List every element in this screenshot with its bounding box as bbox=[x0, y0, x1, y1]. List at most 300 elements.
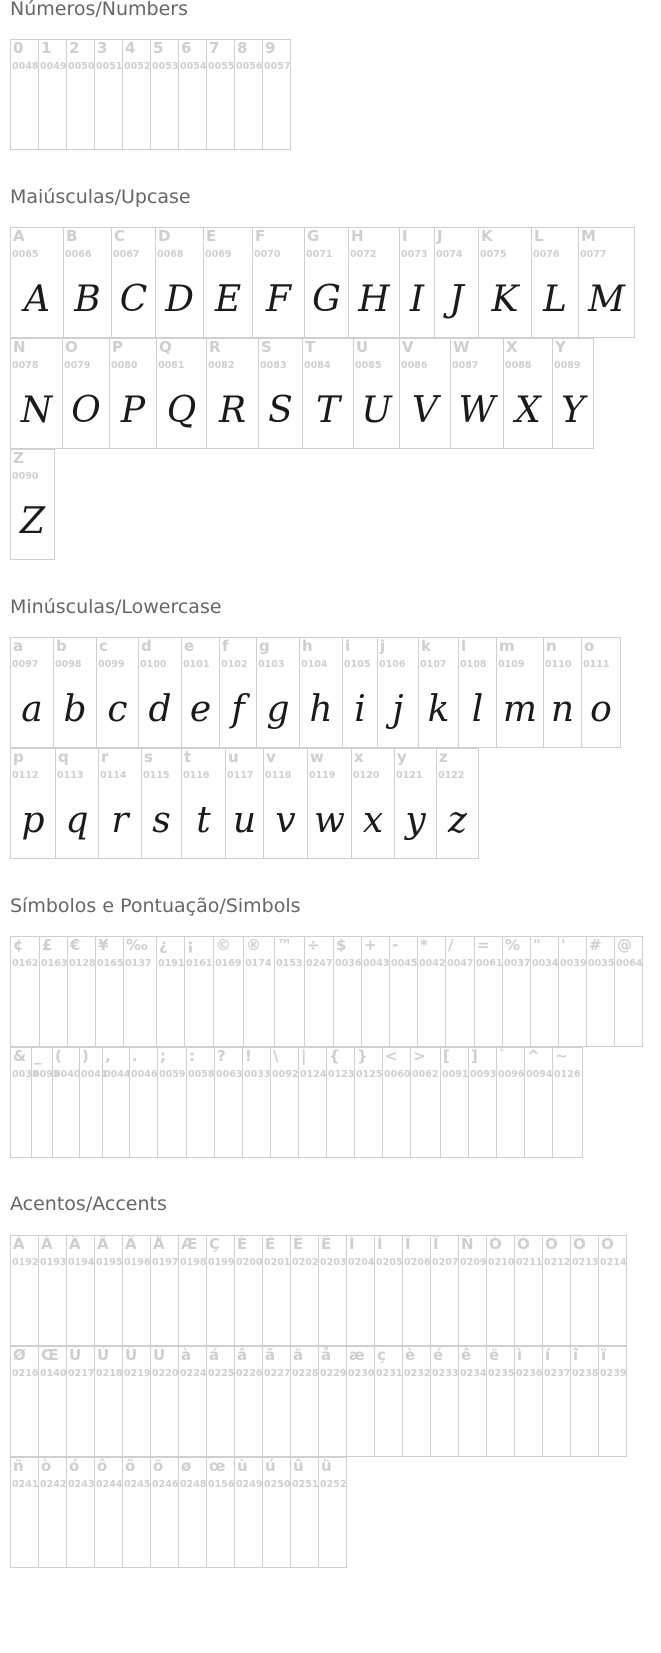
glyph-code: 0195 bbox=[96, 1257, 123, 1268]
glyph-code: 0174 bbox=[245, 958, 272, 969]
glyph-label: Z bbox=[13, 449, 24, 467]
glyph-label: ó bbox=[69, 1457, 80, 1475]
glyph-code: 0050 bbox=[68, 61, 95, 72]
glyph-label: ñ bbox=[13, 1457, 24, 1475]
glyph-label: 4 bbox=[125, 39, 136, 57]
glyph-label: Å bbox=[153, 1235, 165, 1253]
glyph-label: # bbox=[589, 936, 602, 954]
glyph-code: 0048 bbox=[12, 61, 39, 72]
glyph-cell bbox=[150, 39, 179, 150]
glyph-label: = bbox=[477, 936, 490, 954]
glyph-label: Œ bbox=[41, 1346, 59, 1364]
glyph-code: 0236 bbox=[516, 1368, 543, 1379]
glyph-code: 0243 bbox=[68, 1479, 95, 1490]
glyph-label: | bbox=[301, 1047, 307, 1065]
glyph-cell bbox=[333, 936, 362, 1047]
glyph-code: 0213 bbox=[572, 1257, 599, 1268]
glyph-label: ` bbox=[499, 1047, 507, 1065]
glyph-cell bbox=[298, 1047, 327, 1158]
glyph-sample bbox=[431, 1381, 458, 1456]
glyph-code: 0093 bbox=[470, 1069, 497, 1080]
glyph-cell bbox=[10, 1235, 39, 1346]
glyph-code: 0226 bbox=[236, 1368, 263, 1379]
glyph-cell bbox=[542, 1346, 571, 1457]
glyph-cell bbox=[31, 1047, 60, 1158]
glyph-sample: S bbox=[268, 389, 293, 431]
glyph-code: 0055 bbox=[208, 61, 235, 72]
glyph-label: ä bbox=[293, 1346, 304, 1364]
glyph-code: 0038 bbox=[12, 1069, 39, 1080]
glyph-code: 0244 bbox=[96, 1479, 123, 1490]
glyph-sample bbox=[243, 1082, 270, 1157]
glyph-label: Ê bbox=[293, 1235, 304, 1253]
glyph-cell bbox=[156, 338, 207, 449]
glyph-label: \ bbox=[273, 1047, 279, 1065]
glyph-cell bbox=[129, 1047, 158, 1158]
glyph-code: 0252 bbox=[320, 1479, 347, 1490]
glyph-cell bbox=[348, 227, 400, 338]
glyph-cell bbox=[502, 936, 531, 1047]
glyph-label: © bbox=[216, 936, 231, 954]
glyph-label: Ë bbox=[321, 1235, 332, 1253]
glyph-cell bbox=[102, 1047, 130, 1158]
glyph-cell bbox=[150, 1235, 179, 1346]
glyph-code: 0071 bbox=[306, 249, 333, 260]
glyph-sample: B bbox=[74, 278, 101, 320]
glyph-code: 0088 bbox=[505, 360, 532, 371]
glyph-cell bbox=[55, 748, 99, 859]
glyph-sample bbox=[95, 1492, 122, 1567]
glyph-code: 0085 bbox=[355, 360, 382, 371]
glyph-label: 5 bbox=[153, 39, 164, 57]
glyph-sample: P bbox=[120, 389, 146, 431]
glyph-sample: D bbox=[165, 278, 194, 320]
glyph-label: Û bbox=[125, 1346, 138, 1364]
glyph-sample bbox=[40, 971, 67, 1046]
glyph-code: 0041 bbox=[81, 1069, 108, 1080]
glyph-sample bbox=[179, 1270, 206, 1345]
glyph-label: ò bbox=[41, 1457, 52, 1475]
glyph-code: 0069 bbox=[205, 249, 232, 260]
glyph-cell bbox=[262, 1235, 291, 1346]
glyph-cell bbox=[242, 1047, 271, 1158]
glyph-label: @ bbox=[617, 936, 632, 954]
glyph-code: 0111 bbox=[583, 659, 610, 670]
glyph-sample: X bbox=[515, 389, 541, 431]
glyph-sample bbox=[515, 1270, 542, 1345]
glyph-sample bbox=[39, 74, 66, 149]
glyph-row bbox=[10, 1457, 347, 1568]
glyph-code: 0230 bbox=[348, 1368, 375, 1379]
glyph-label: ] bbox=[471, 1047, 478, 1065]
glyph-sample: M bbox=[588, 278, 625, 320]
glyph-code: 0124 bbox=[300, 1069, 327, 1080]
glyph-label: 1 bbox=[41, 39, 52, 57]
glyph-cell bbox=[458, 637, 497, 748]
glyph-code: 0065 bbox=[12, 249, 39, 260]
glyph-cell bbox=[234, 1235, 263, 1346]
glyph-label: ú bbox=[265, 1457, 276, 1475]
glyph-cell bbox=[256, 637, 300, 748]
glyph-label: Æ bbox=[181, 1235, 198, 1253]
glyph-label: X bbox=[506, 338, 518, 356]
glyph-cell bbox=[178, 1346, 207, 1457]
glyph-cell bbox=[38, 1457, 67, 1568]
glyph-sample bbox=[469, 1082, 496, 1157]
glyph-sample bbox=[244, 971, 274, 1046]
glyph-label: T bbox=[305, 338, 316, 356]
glyph-cell bbox=[304, 936, 334, 1047]
glyph-code: 0119 bbox=[309, 770, 336, 781]
glyph-sample bbox=[179, 1492, 206, 1567]
glyph-code: 0212 bbox=[544, 1257, 571, 1268]
glyph-cell bbox=[10, 1346, 39, 1457]
glyph-code: 0239 bbox=[600, 1368, 627, 1379]
glyph-label: - bbox=[392, 936, 399, 954]
glyph-sample bbox=[446, 971, 474, 1046]
glyph-code: 0058 bbox=[188, 1069, 215, 1080]
glyph-cell bbox=[351, 748, 395, 859]
glyph-label: b bbox=[56, 637, 67, 655]
glyph-code: 0100 bbox=[140, 659, 167, 670]
glyph-cell bbox=[10, 338, 63, 449]
glyph-sample: J bbox=[449, 278, 464, 320]
glyph-sample: y bbox=[405, 799, 426, 841]
glyph-sample bbox=[179, 1381, 206, 1456]
glyph-cell bbox=[186, 1047, 215, 1158]
glyph-label: À bbox=[13, 1235, 25, 1253]
glyph-label: * bbox=[420, 936, 428, 954]
glyph-code: 0099 bbox=[98, 659, 125, 670]
glyph-code: 0095 bbox=[33, 1069, 60, 1080]
glyph-code: 0204 bbox=[348, 1257, 375, 1268]
glyph-label: 3 bbox=[97, 39, 108, 57]
glyph-code: 0120 bbox=[353, 770, 380, 781]
glyph-sample bbox=[291, 1492, 318, 1567]
glyph-label: V bbox=[402, 338, 414, 356]
glyph-sample: O bbox=[71, 389, 101, 431]
glyph-sample: n bbox=[550, 688, 575, 730]
glyph-cell bbox=[418, 637, 459, 748]
glyph-sample bbox=[11, 1492, 38, 1567]
glyph-label: [ bbox=[443, 1047, 450, 1065]
glyph-sample: N bbox=[20, 389, 53, 431]
glyph-label: õ bbox=[125, 1457, 136, 1475]
glyph-code: 0082 bbox=[208, 360, 235, 371]
glyph-code: 0153 bbox=[276, 958, 303, 969]
glyph-code: 0117 bbox=[227, 770, 254, 781]
glyph-row bbox=[10, 1235, 627, 1346]
glyph-cell bbox=[10, 227, 64, 338]
glyph-code: 0044 bbox=[104, 1069, 131, 1080]
glyph-cell bbox=[458, 1346, 487, 1457]
glyph-code: 0037 bbox=[504, 958, 531, 969]
glyph-code: 0110 bbox=[545, 659, 572, 670]
glyph-sample: t bbox=[196, 799, 211, 841]
glyph-code: 0219 bbox=[124, 1368, 151, 1379]
glyph-code: 0121 bbox=[396, 770, 423, 781]
glyph-label: æ bbox=[349, 1346, 365, 1364]
glyph-cell bbox=[307, 748, 352, 859]
glyph-label: / bbox=[448, 936, 454, 954]
glyph-sample bbox=[235, 1492, 262, 1567]
glyph-code: 0200 bbox=[236, 1257, 263, 1268]
glyph-label: ê bbox=[461, 1346, 472, 1364]
glyph-cell bbox=[262, 1346, 291, 1457]
glyph-cell bbox=[318, 1235, 347, 1346]
glyph-sample: Y bbox=[561, 389, 585, 431]
glyph-code: 0251 bbox=[292, 1479, 319, 1490]
glyph-label: ) bbox=[82, 1047, 89, 1065]
glyph-code: 0042 bbox=[419, 958, 446, 969]
glyph-sample bbox=[123, 74, 150, 149]
section-title-mai-sculas-upcase: Maiúsculas/Upcase bbox=[10, 186, 191, 208]
glyph-code: 0198 bbox=[180, 1257, 207, 1268]
glyph-code: 0107 bbox=[420, 659, 447, 670]
glyph-label: ç bbox=[377, 1346, 386, 1364]
glyph-code: 0201 bbox=[264, 1257, 291, 1268]
glyph-sample bbox=[185, 971, 213, 1046]
glyph-label: f bbox=[222, 637, 229, 655]
glyph-label: Ü bbox=[153, 1346, 166, 1364]
glyph-sample bbox=[487, 1381, 514, 1456]
glyph-sample: I bbox=[409, 278, 425, 320]
glyph-code: 0235 bbox=[488, 1368, 515, 1379]
glyph-sample: u bbox=[232, 799, 257, 841]
glyph-sample: w bbox=[314, 799, 345, 841]
glyph-sample: p bbox=[21, 799, 45, 841]
glyph-cell bbox=[262, 1457, 291, 1568]
glyph-label: G bbox=[307, 227, 320, 245]
glyph-cell bbox=[262, 39, 291, 150]
glyph-cell bbox=[243, 936, 275, 1047]
glyph-code: 0126 bbox=[554, 1069, 581, 1080]
glyph-code: 0193 bbox=[40, 1257, 67, 1268]
glyph-label: W bbox=[453, 338, 470, 356]
glyph-code: 0045 bbox=[391, 958, 418, 969]
glyph-sample bbox=[375, 1381, 402, 1456]
glyph-cell bbox=[436, 748, 479, 859]
glyph-label: é bbox=[433, 1346, 444, 1364]
glyph-code: 0206 bbox=[404, 1257, 431, 1268]
glyph-label: e bbox=[184, 637, 195, 655]
glyph-cell bbox=[10, 637, 54, 748]
glyph-sample bbox=[123, 1270, 150, 1345]
glyph-label: n bbox=[546, 637, 557, 655]
glyph-code: 0068 bbox=[157, 249, 184, 260]
glyph-code: 0234 bbox=[460, 1368, 487, 1379]
glyph-sample: o bbox=[590, 688, 612, 730]
glyph-sample bbox=[497, 1082, 524, 1157]
glyph-label: p bbox=[13, 748, 24, 766]
glyph-label: Í bbox=[377, 1235, 383, 1253]
glyph-sample bbox=[319, 1270, 346, 1345]
glyph-label: á bbox=[209, 1346, 220, 1364]
glyph-sample: H bbox=[358, 278, 390, 320]
glyph-cell bbox=[94, 1346, 123, 1457]
glyph-cell bbox=[66, 1457, 95, 1568]
glyph-label: Ì bbox=[349, 1235, 355, 1253]
glyph-cell bbox=[361, 936, 390, 1047]
glyph-sample: r bbox=[111, 799, 129, 841]
glyph-code: 0086 bbox=[401, 360, 428, 371]
glyph-sample bbox=[179, 74, 206, 149]
glyph-sample bbox=[68, 971, 95, 1046]
glyph-code: 0205 bbox=[376, 1257, 403, 1268]
glyph-label: ¿ bbox=[159, 936, 168, 954]
glyph-code: 0084 bbox=[304, 360, 331, 371]
glyph-label: Ç bbox=[209, 1235, 221, 1253]
glyph-sample bbox=[431, 1270, 458, 1345]
glyph-label: ™ bbox=[277, 936, 292, 954]
glyph-cell bbox=[377, 637, 419, 748]
glyph-code: 0060 bbox=[384, 1069, 411, 1080]
glyph-label: ÷ bbox=[307, 936, 320, 954]
glyph-cell bbox=[486, 1235, 515, 1346]
glyph-cell bbox=[524, 1047, 553, 1158]
glyph-sample bbox=[347, 1270, 374, 1345]
glyph-cell bbox=[66, 1235, 95, 1346]
glyph-sample bbox=[207, 1492, 234, 1567]
glyph-sample bbox=[39, 1270, 66, 1345]
glyph-cell bbox=[138, 637, 182, 748]
glyph-label: , bbox=[105, 1047, 111, 1065]
glyph-label: v bbox=[266, 748, 276, 766]
glyph-sample: v bbox=[275, 799, 296, 841]
glyph-cell bbox=[445, 936, 475, 1047]
glyph-label: ã bbox=[265, 1346, 276, 1364]
glyph-sample: G bbox=[312, 278, 341, 320]
glyph-cell bbox=[270, 1047, 299, 1158]
glyph-code: 0036 bbox=[335, 958, 362, 969]
glyph-code: 0112 bbox=[12, 770, 39, 781]
glyph-code: 0227 bbox=[264, 1368, 291, 1379]
glyph-sample bbox=[305, 971, 333, 1046]
glyph-cell bbox=[374, 1346, 403, 1457]
glyph-code: 0225 bbox=[208, 1368, 235, 1379]
glyph-label: B bbox=[66, 227, 78, 245]
glyph-label: : bbox=[189, 1047, 195, 1065]
glyph-code: 0064 bbox=[616, 958, 643, 969]
glyph-label: t bbox=[184, 748, 192, 766]
glyph-sample: x bbox=[362, 799, 384, 841]
glyph-cell bbox=[157, 1047, 187, 1158]
glyph-sample bbox=[553, 1082, 582, 1157]
glyph-cell bbox=[181, 748, 226, 859]
glyph-sample bbox=[403, 1381, 430, 1456]
glyph-label: ¡ bbox=[187, 936, 194, 954]
glyph-cell bbox=[402, 1235, 431, 1346]
glyph-cell bbox=[206, 1346, 235, 1457]
glyph-code: 0092 bbox=[272, 1069, 299, 1080]
glyph-cell bbox=[178, 1235, 207, 1346]
glyph-cell bbox=[531, 227, 579, 338]
section-title-min-sculas-lowercase: Minúsculas/Lowercase bbox=[10, 596, 222, 618]
glyph-cell bbox=[552, 1047, 583, 1158]
glyph-label: M bbox=[581, 227, 596, 245]
glyph-sample bbox=[11, 971, 39, 1046]
glyph-code: 0156 bbox=[208, 1479, 235, 1490]
glyph-sample bbox=[543, 1381, 570, 1456]
glyph-cell bbox=[468, 1047, 497, 1158]
glyph-label: ? bbox=[217, 1047, 226, 1065]
glyph-cell bbox=[156, 936, 185, 1047]
glyph-sample bbox=[559, 971, 586, 1046]
glyph-cell bbox=[430, 1235, 459, 1346]
glyph-sample: m bbox=[502, 688, 538, 730]
glyph-sample: h bbox=[309, 688, 333, 730]
glyph-code: 0103 bbox=[258, 659, 285, 670]
glyph-cell bbox=[96, 637, 139, 748]
section-title-acentos-accents: Acentos/Accents bbox=[10, 1193, 167, 1215]
glyph-sample: U bbox=[361, 389, 392, 431]
glyph-code: 0211 bbox=[516, 1257, 543, 1268]
glyph-cell bbox=[10, 748, 56, 859]
glyph-cell bbox=[94, 1457, 123, 1568]
glyph-sample bbox=[80, 1082, 102, 1157]
glyph-cell bbox=[542, 1235, 571, 1346]
glyph-sample bbox=[158, 1082, 186, 1157]
glyph-label: } bbox=[357, 1047, 368, 1065]
glyph-cell bbox=[399, 338, 451, 449]
glyph-code: 0115 bbox=[143, 770, 170, 781]
glyph-cell bbox=[67, 936, 96, 1047]
glyph-sample bbox=[96, 971, 123, 1046]
glyph-label: . bbox=[132, 1047, 138, 1065]
glyph-label: C bbox=[114, 227, 126, 245]
glyph-sample bbox=[362, 971, 389, 1046]
glyph-cell bbox=[578, 227, 635, 338]
glyph-label: È bbox=[237, 1235, 248, 1253]
glyph-code: 0070 bbox=[254, 249, 281, 260]
glyph-cell bbox=[614, 936, 643, 1047]
glyph-label: Ô bbox=[545, 1235, 558, 1253]
glyph-label: ‰ bbox=[126, 936, 148, 954]
glyph-cell bbox=[66, 39, 95, 150]
glyph-label: ® bbox=[246, 936, 261, 954]
glyph-code: 0249 bbox=[236, 1479, 263, 1490]
glyph-label: E bbox=[206, 227, 217, 245]
glyph-sample bbox=[599, 1381, 626, 1456]
glyph-code: 0098 bbox=[55, 659, 82, 670]
glyph-code: 0087 bbox=[452, 360, 479, 371]
glyph-cell bbox=[95, 936, 124, 1047]
glyph-label: ô bbox=[97, 1457, 108, 1475]
glyph-label: Â bbox=[69, 1235, 81, 1253]
glyph-label: ; bbox=[160, 1047, 166, 1065]
glyph-label: H bbox=[351, 227, 364, 245]
glyph-sample bbox=[11, 1270, 38, 1345]
glyph-sample: V bbox=[412, 389, 438, 431]
glyph-label: í bbox=[545, 1346, 551, 1364]
glyph-sample bbox=[215, 1082, 242, 1157]
glyph-label: ø bbox=[181, 1457, 192, 1475]
glyph-label: { bbox=[329, 1047, 340, 1065]
glyph-label: O bbox=[65, 338, 78, 356]
glyph-code: 0247 bbox=[306, 958, 333, 969]
glyph-code: 0080 bbox=[111, 360, 138, 371]
glyph-cell bbox=[299, 637, 343, 748]
glyph-code: 0083 bbox=[260, 360, 287, 371]
glyph-code: 0073 bbox=[401, 249, 428, 260]
glyph-cell bbox=[570, 1346, 599, 1457]
glyph-code: 0123 bbox=[328, 1069, 355, 1080]
glyph-label: Y bbox=[555, 338, 566, 356]
glyph-cell bbox=[558, 936, 587, 1047]
glyph-sample bbox=[403, 1270, 430, 1345]
glyph-cell bbox=[79, 1047, 108, 1158]
glyph-cell bbox=[302, 338, 354, 449]
